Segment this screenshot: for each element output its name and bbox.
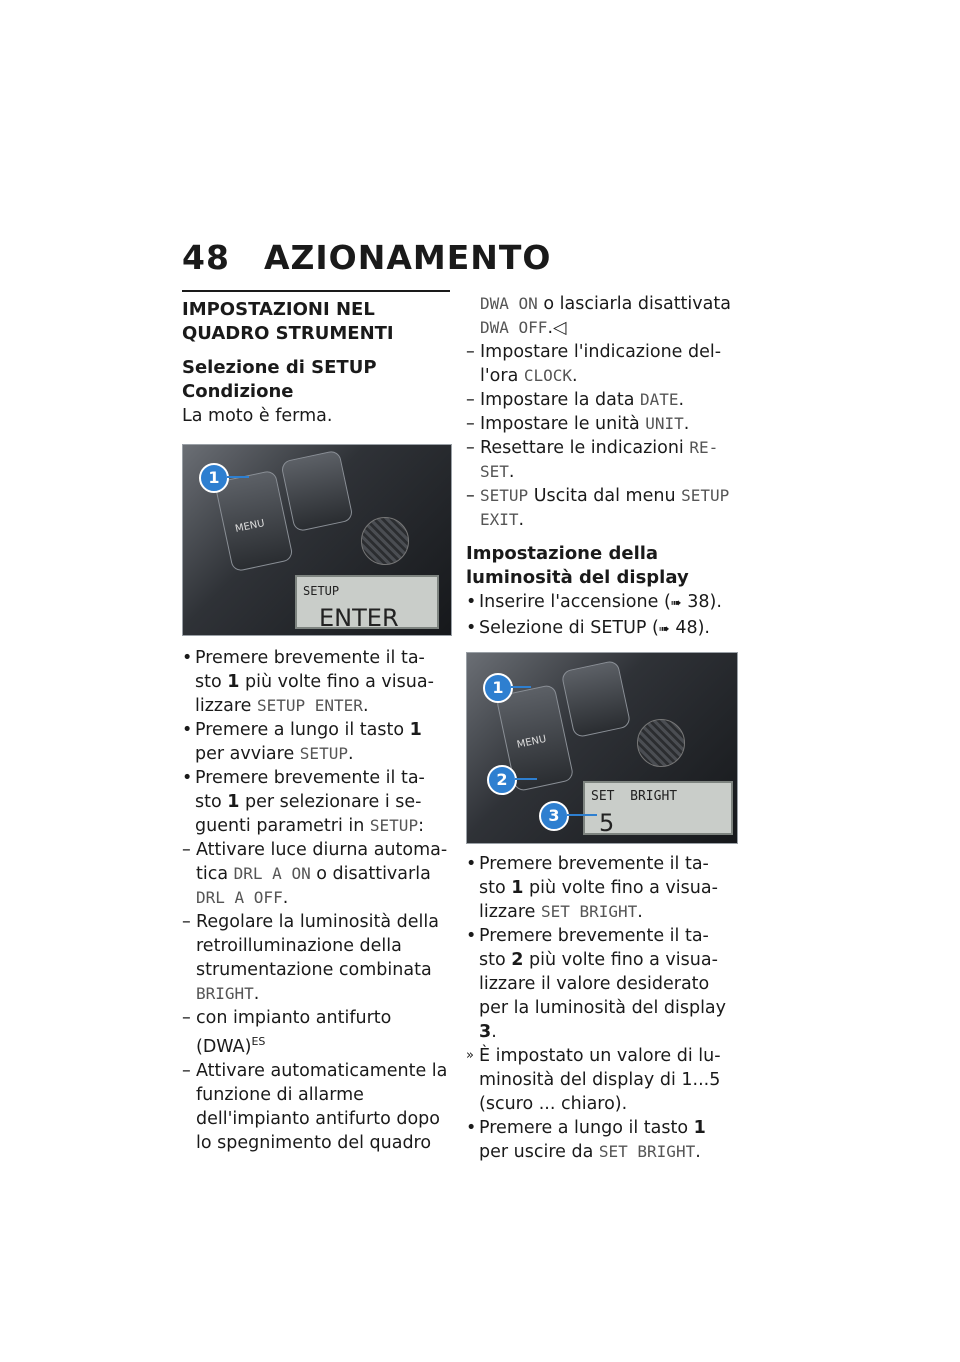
bullet-icon: • <box>466 1118 477 1138</box>
step-bullet: • Selezione di SETUP (➠ 48). <box>466 618 710 638</box>
knob-graphic <box>361 517 409 565</box>
dash-icon: – <box>466 438 475 458</box>
page-ref[interactable]: 48 <box>675 618 698 638</box>
condition-title: Condizione <box>182 381 294 402</box>
right-column <box>466 292 738 1164</box>
end-mark-icon: .◁ <box>547 318 567 338</box>
callout-line <box>227 476 249 478</box>
menu-button-label: MENU <box>234 517 266 535</box>
power-button-graphic <box>561 660 632 739</box>
figure-setup-enter <box>182 444 452 636</box>
sub-step: – con impianto antifurto (DWA)$^{ES}$ <box>182 1008 392 1057</box>
sub-step: – Resettare le indicazioni RE- SET. <box>466 438 719 482</box>
sub-step: – Impostare la data DATE. <box>466 390 685 410</box>
callout-2: 2 <box>487 765 517 795</box>
dash-icon: – <box>182 1008 191 1028</box>
step-bullet: • Premere a lungo il tasto 1 per avviare SETUP. <box>182 720 422 764</box>
result-item: » È impostato un valore di lu- minosità del display di 1...5 (scuro ... chiaro). <box>466 1046 721 1114</box>
step-bullet: • Premere a lungo il tasto 1 per uscire da SET BRIGHT. <box>466 1118 706 1162</box>
menu-button-label: MENU <box>515 733 548 751</box>
step-bullet: • Premere brevemente il ta- sto 1 più volte fino a visua- lizzare SET BRIGHT. <box>466 854 718 922</box>
callout-3: 3 <box>539 801 569 831</box>
arrow-right-icon: ➠ <box>670 596 682 611</box>
lcd-line2: 5 <box>599 809 615 837</box>
callout-1: 1 <box>199 463 229 493</box>
dash-icon: – <box>466 486 475 506</box>
dash-icon: – <box>182 1060 191 1081</box>
bullet-icon: • <box>182 720 193 740</box>
lcd-line1: SET BRIGHT <box>591 789 678 804</box>
section-title: IMPOSTAZIONI NEL QUADRO STRUMENTI <box>182 299 394 344</box>
step-bullet: • Inserire l'accensione (➠ 38). <box>466 592 722 612</box>
step-bullet: • Premere brevemente il ta- sto 1 per selezionare i se- guenti parametri in SETUP: <box>182 768 425 836</box>
sub-step: – Attivare automaticamente la funzione di allarme dell'impianto antifurto dopo lo spegnimento del quadro <box>182 1060 448 1153</box>
callout-line <box>515 778 537 780</box>
dash-icon: – <box>466 342 475 362</box>
page-number: 48 <box>182 238 230 277</box>
section-rule <box>182 290 450 292</box>
continued-text: DWA ON o lasciarla disattivata DWA OFF.◁ <box>480 294 731 338</box>
sub-step: – Attivare luce diurna automa- tica DRL A ON o disattivarla DRL A OFF. <box>182 840 448 908</box>
subheading-setup: Selezione di SETUP <box>182 357 377 378</box>
left-column <box>182 290 450 1155</box>
subheading-brightness: Impostazione della luminosità del display <box>466 543 689 588</box>
page-ref[interactable]: 38 <box>687 592 710 612</box>
page-title: AZIONAMENTO <box>263 238 552 277</box>
step-bullet: • Premere brevemente il ta- sto 1 più volte fino a visua- lizzare SETUP ENTER. <box>182 648 434 716</box>
sub-step: – SETUP Uscita dal menu SETUP EXIT. <box>466 486 730 530</box>
country-code: ES <box>251 1035 266 1048</box>
step-bullet: • Premere brevemente il ta- sto 2 più volte fino a visua- lizzare il valore desiderato per la luminosità del display 3. <box>466 926 727 1042</box>
sub-step: – Regolare la luminosità della retroilluminazione della strumentazione combinata BRIGHT. <box>182 912 439 1004</box>
callout-line <box>567 814 597 816</box>
sub-step: – Impostare l'indicazione del- l'ora CLOCK. <box>466 342 722 386</box>
result-marker-icon: » <box>466 1048 474 1063</box>
lcd-display <box>295 575 439 632</box>
lcd-line1: SETUP <box>303 584 340 598</box>
bullet-icon: • <box>466 926 477 946</box>
dash-icon: – <box>466 390 475 410</box>
dash-icon: – <box>182 912 191 932</box>
figure-set-bright <box>466 652 738 844</box>
callout-1: 1 <box>483 673 513 703</box>
bullet-icon: • <box>466 592 477 612</box>
dash-icon: – <box>182 840 191 860</box>
condition-text: La moto è ferma. <box>182 406 333 426</box>
lcd-line2: ENTER <box>319 604 399 632</box>
bullet-icon: • <box>466 854 477 874</box>
callout-line <box>511 686 531 688</box>
knob-graphic <box>637 719 685 767</box>
arrow-right-icon: ➠ <box>658 622 670 637</box>
bullet-icon: • <box>466 618 477 638</box>
page-header <box>182 238 742 277</box>
dash-icon: – <box>466 414 475 434</box>
lcd-display <box>583 781 733 835</box>
power-button-graphic <box>280 450 354 533</box>
sub-step: – Impostare le unità UNIT. <box>466 414 690 434</box>
bullet-icon: • <box>182 648 193 668</box>
bullet-icon: • <box>182 768 193 788</box>
